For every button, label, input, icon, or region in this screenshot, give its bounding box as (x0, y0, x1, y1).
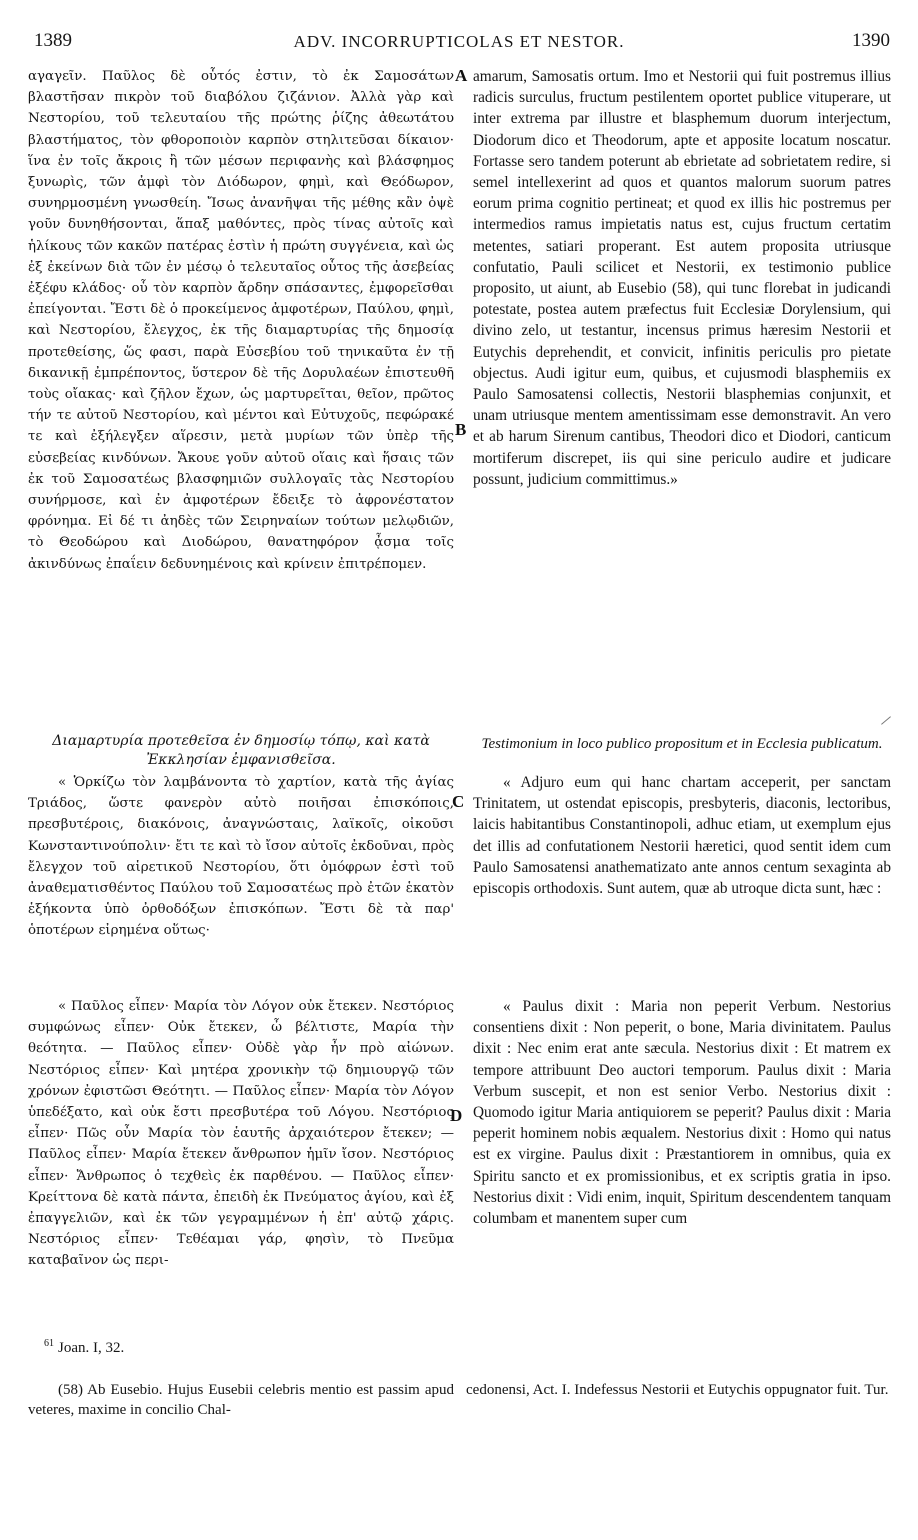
margin-letter-b: B (455, 420, 467, 439)
latin-section-title: Testimonium in loco publico propositum et in Ecclesia publicatum. (481, 736, 883, 752)
margin-letter-c: C (452, 792, 465, 811)
page-number-right: 1390 (852, 30, 890, 51)
running-title: ADV. INCORRUPTICOLAS ET NESTOR. (293, 32, 625, 51)
greek-paragraph-intro: αγαγεῖν. Παῦλος δὲ οὗτός ἐστιν, τὸ ἐκ Σαμοσάτων βλαστῆσαν πικρὸν τοῦ διαβόλου ζιζάνιον. Ἀλλὰ γὰρ καὶ Νεστορίου, τοῦ τελευταίου τῆς πρώτης ῥίζης ἀθεωτάτου βλαστήματος, τὸν φθοροποιὸν καρπὸν στηλιτεῦσαι δίκαιον· ἵνα ἐν τοῖς ἄκροις ἢ τῶν μέσων περιφανὴς καὶ βλάσφημος ξυνωρὶς, τῶν ἀμφὶ τὸν Διόδωρον, φημὶ, καὶ Θεόδωρον, συνηρμοσμένη γνωσθείη. Ἴσως ἀνανῆψαι τῆς μέθης κἂν ὀψὲ γοῦν δυνηθήσονται, ἅπαξ μαθόντες, πρὸς τίνας αὐτοῖς καὶ ἡλίκους τῶν κακῶν πατέρας ἐστὶν ἡ πρώτη συγγένεια, καὶ ὡς ἐξ ἐκείνων διὰ τῶν ἐν μέσῳ ὁ τελευταῖος οὗτος τῆς ἀσεβείας ἐξέφυ κλάδος· οὗ τὸν καρπὸν ἄρδην σπάσαντες, ἐμφορεῖσθαι ἐπείγονται. Ἔστι δὲ ὁ προκείμενος ἀμφοτέρων, Παύλου, φημὶ, καὶ Νεστορίου, ἔλεγχος, ἐκ τῆς διαμαρτυρίας τῆς δημοσίᾳ προτεθείσης, ὥς φασι, παρὰ Εὐσεβίου τοῦ τηνικαῦτα ἐν τῇ δικανικῇ ἐμπρέποντος, ὕστερον δὲ τῆς Δορυλαέων ἐπιστευθῆ τοὺς οἴακας· καὶ ζῆλον ἔχων, ὡς μαρτυρεῖται, θεῖον, πρῶτος τήν τε αὐτοῦ Νεστορίου, καὶ μέντοι καὶ Εὐτυχοῦς, πεφώρακέ τε καὶ ἐξήλεγξεν αἵρεσιν, μετὰ μυρίων τῶν ὑπὲρ τῆς εὐσεβείας κινδύνων. Ἄκουε γοῦν αὐτοῦ οἵαις καὶ ἥσαις τῶν ἐκ τοῦ Σαμοσατέως βλασφημιῶν συλλογαῖς τὰς Νεστορίου συνήρμοσε, καὶ ἐν ἀμφοτέρων ἔδειξε τὸ ἀφρονέστατον φρόνημα. Εἰ δέ τι ἀηδὲς τῶν Σειρηναίων τούτων μελῳδιῶν, τὸ Θεοδώρου καὶ Διοδώρου, θανατηφόρον ᾆσμα τοῖς ἀκινδύνως ἐπαΐειν δεδυνημένοις καὶ κρίνειν ἐπιτρέπομεν. (28, 69, 454, 572)
footnote-left: (58) Ab Eusebio. Hujus Eusebii celebris mentio est passim apud veteres, maxime in concilio Chal- (28, 1382, 454, 1418)
margin-letter-a: A (455, 66, 468, 85)
greek-section-title: Διαμαρτυρία προτεθεῖσα ἐν δημοσίῳ τόπῳ, καὶ κατὰ Ἐκκλησίαν ἐμφανισθεῖσα. (52, 733, 430, 768)
latin-paragraph-testimony: « Adjuro eum qui hanc chartam acceperit, per sanctam Trinitatem, ut ostendat episcopis, presbyteris, diaconis, lectoribus, laicis habitantibus Constantinopoli, adhuc etiam, ut exemplum ejus det illis ad confutationem Nestorii hæretici, quod sentit idem cum Paulo Samosatensi anathematizato ante annos centum sexaginta ab episcopis orthodoxis. Sunt autem, quæ ab utroque dicta sunt, hæc : (473, 774, 891, 898)
running-header (28, 30, 890, 56)
greek-paragraph-testimony: « Ὁρκίζω τὸν λαμβάνοντα τὸ χαρτίον, κατὰ τῆς ἁγίας Τριάδος, ὥστε φανερὸν αὐτὸ ποιῆσαι ἐπισκόποις, πρεσβυτέροις, διακόνοις, ἀναγνώσταις, λαϊκοῖς, οἰκοῦσι Κωνσταντινούπολιν· ἔτι τε καὶ τὸ ἴσον αὐτοῖς ἐκδοῦναι, πρὸς ἔλεγχον τοῦ αἱρετικοῦ Νεστορίου, ὅτι ὁμόφρων ἐστὶ τοῦ ἀναθεματισθέντος Παύλου τοῦ Σαμοσατέως πρὸ ἐτῶν ἑκατὸν ἑξήκοντα ὑπὸ ὀρθοδόξων ἐπισκόπων. Ἔστι δὲ τὰ παρ' ὁποτέρων εἰρημένα οὕτως· (28, 775, 454, 939)
scripture-reference (44, 1338, 124, 1357)
latin-paragraph-intro: amarum, Samosatis ortum. Imo et Nestorii qui fuit postremus illius radicis surculus, fructum pestilentem oportet publice vituperare, ut inter extrema par illustre et blasphemum duorum interjectum, Diodorum dico et Theodorum, apte et apposite locatum noscatur. Fortasse sero tandem poterunt ab ebrietate ad sobrietatem redire, si semel intellexerint ad quos et quantos malorum suorum patres eorum prima cognitio pertineat; et quod ex illis hic postremus per intermedios ramus impietatis natus est, cujus fructum certatim metentes, satiari properant. Est autem proposita utriusque confutatio, Pauli scilicet et Nestorii, ex testimonio publice proposito, ut aiunt, ab Eusebio (58), qui tunc florebat in judicandi potestate, postea autem præfectus fuit Ecclesiæ Dorylensium, qui divino zelo, ut testantur, incensus primus hæresim Nestorii et Eutychis deprehendit, et convicit, infinitis periculis pro pietate objectus. Audi igitur eum, quibus, et cujusmodi blasphemiis ex Paulo Samosatensi collectis, Nestorii blasphemias conjunxit, et unam utriusque mentem amentissimam esse demonstravit. An vero et ab harum Sirenum cantibus, Theodori dico et Diodori, canticum mortiferum discrepet, iis qui sine periculo audire et judicare possunt, judicium committimus.» (473, 68, 891, 488)
margin-letter-d: D (450, 1106, 463, 1125)
greek-paragraph-dialogue: « Παῦλος εἶπεν· Μαρία τὸν Λόγον οὐκ ἔτεκεν. Νεστόριος συμφώνως εἶπεν· Οὐκ ἔτεκεν, ὦ βέλτιστε, Μαρία τὴν θεότητα. — Παῦλος εἶπεν· Οὐδὲ γὰρ ἦν πρὸ αἰώνων. Νεστόριος εἶπεν· Καὶ μητέρα χρονικὴν τῷ δημιουργῷ τῶν χρόνων ἐφιστῶσι Θεότητι. — Παῦλος εἶπεν· Μαρία τὸν Λόγον ὑπεδέξατο, καὶ οὐκ ἔστι πρεσβυτέρα τοῦ Λόγου. Νεστόριος εἶπεν· Πῶς οὖν Μαρία τὸν ἑαυτῆς ἀρχαιότερον ἔτεκεν; — Παῦλος εἶπεν· Μαρία ἔτεκεν ἄνθρωπον ἡμῖν ἴσον. Νεστόριος εἶπεν· Ἄνθρωπος ὁ τεχθεὶς ἐκ παρθένου. — Παῦλος εἶπεν· Κρείττονα δὲ κατὰ πάντα, ἐπειδὴ ἐκ Πνεύματος ἁγίου, καὶ ἐξ ἐπαγγελιῶν, καὶ ἐκ τῶν γεγραμμένων ἡ ἐπ' αὐτῷ χάρις. Νεστόριος εἶπεν· Τεθέαμαι γάρ, φησὶν, τὸ Πνεῦμα καταβαῖνον ὡς περι- (28, 999, 454, 1269)
greek-column-testimony (28, 772, 454, 1027)
latin-paragraph-dialogue: « Paulus dixit : Maria non peperit Verbum. Nestorius consentiens dixit : Non peperit, o bone, Maria divinitatem. Paulus dixit : Nec enim erat ante sæcula. Nestorius dixit : Et matrem ex tempore attribuunt Deo auctori temporum. Paulus dixit : Maria Verbum suscepit, et non est senior Verbo. Nestorius dixit : Quomodo igitur Maria antiquiorem se peperit? Paulus dixit : Maria peperit hominem nobis æqualem. Nestorius dixit : Homo qui natus est ex virgine. Paulus dixit : Præstantiorem in omnibus, quia ex Spiritu sancto et ex promissionibus, et ex scriptis gratia in ipso. Nestorius dixit : Vidi enim, inquit, Spiritum descendentem tanquam columbam et manentem super cum (473, 998, 891, 1228)
page-number-left: 1389 (34, 30, 72, 51)
footnote-right: cedonensi, Act. I. Indefessus Nestorii et Eutychis oppugnator fuit. Tur. (466, 1382, 889, 1398)
latin-column-testimony (473, 772, 891, 987)
decorative-rule (881, 716, 891, 724)
latin-column-dialogue (473, 996, 891, 1326)
latin-column-intro (473, 66, 891, 686)
greek-column-intro (28, 66, 454, 726)
greek-column-dialogue (28, 996, 454, 1326)
reference-text: Joan. I, 32. (58, 1340, 125, 1356)
reference-mark: 61 (44, 1338, 54, 1349)
